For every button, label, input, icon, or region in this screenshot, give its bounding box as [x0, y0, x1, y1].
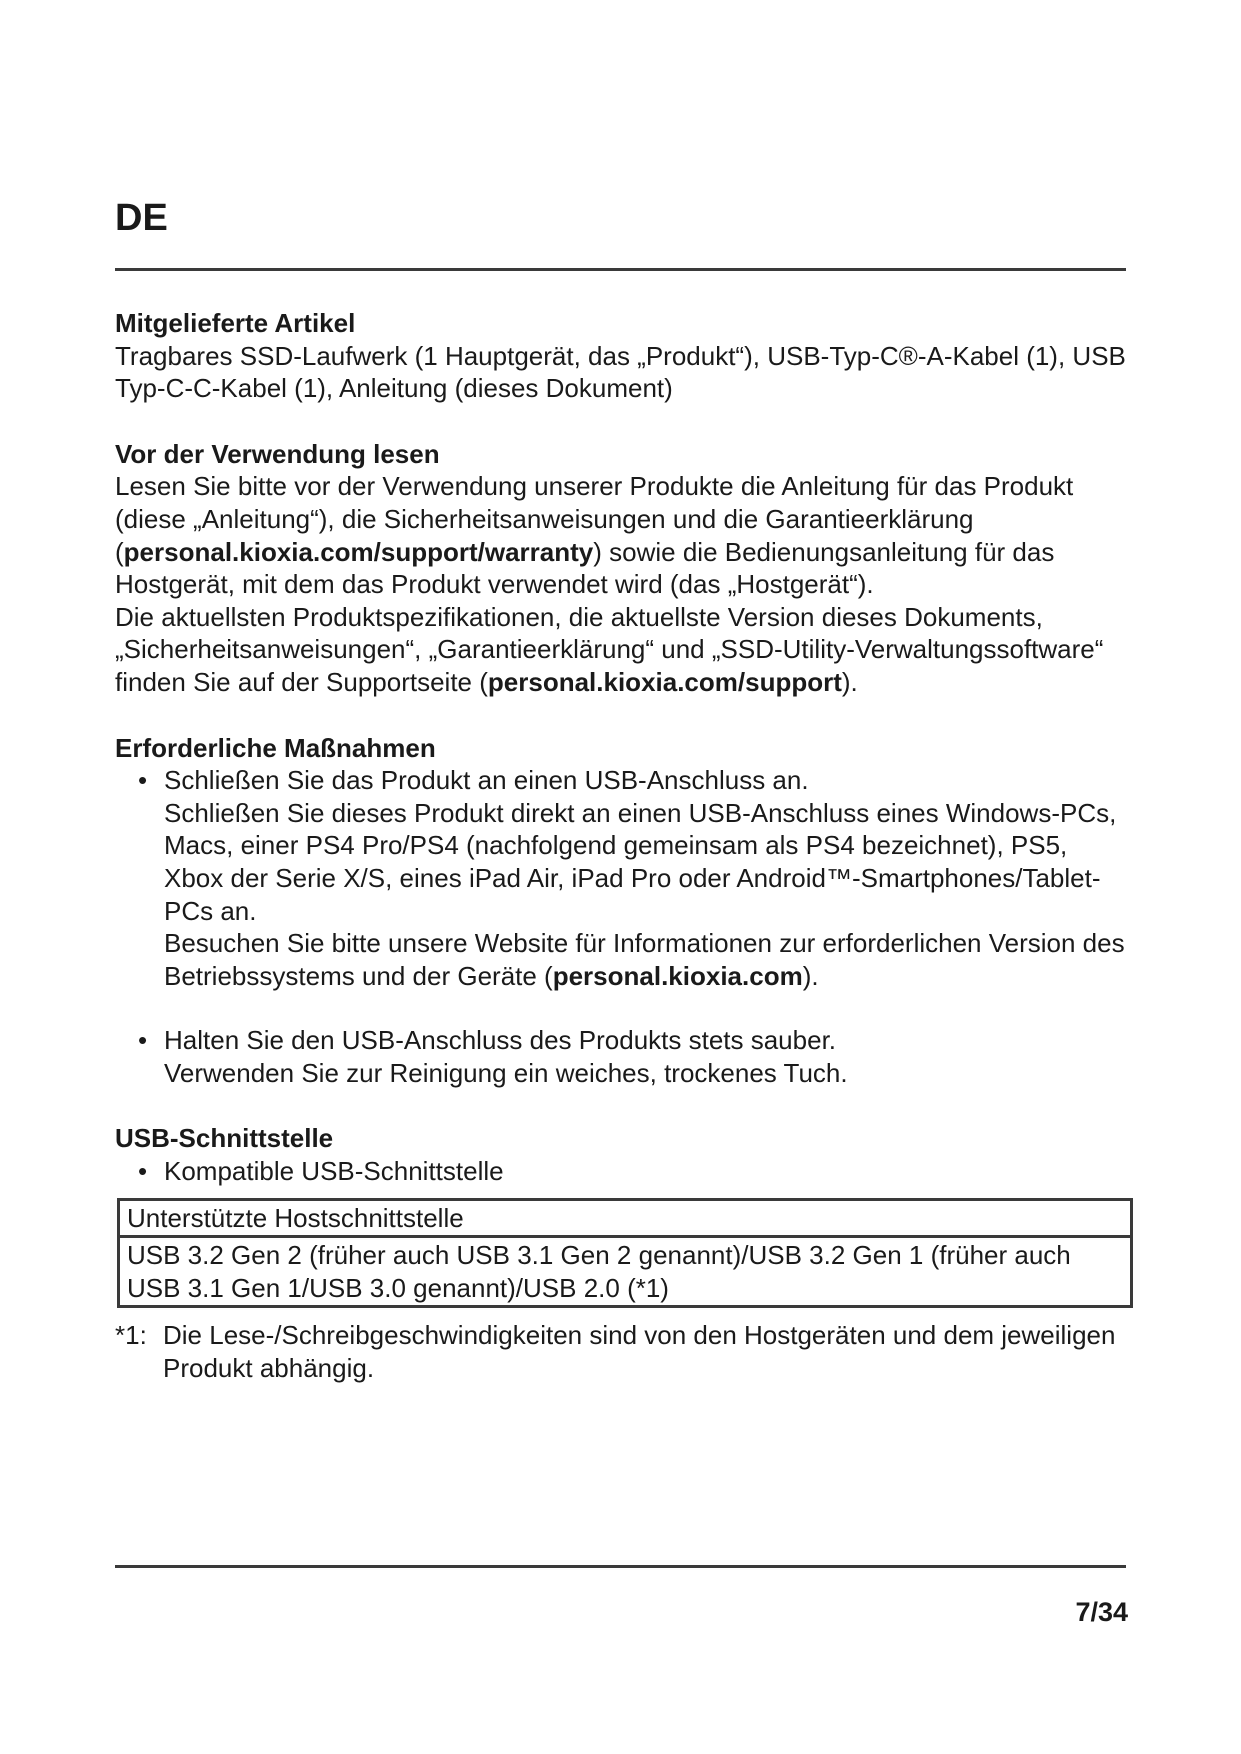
- bullet-text: Schließen Sie das Produkt an einen USB-Anschluss an.: [164, 765, 809, 796]
- bullet-list: [115, 1155, 1126, 1188]
- text-run: Die aktuellsten Produktspezifikationen, die aktuellste Version dieses Dokuments, „Sicherheitsanweisungen“, „Garantieerklärung“ und „SSD-Utility-Verwaltungssoftware“ finden Sie auf der Supportseite (: [115, 601, 1104, 697]
- bullet-text: Verwenden Sie zur Reinigung ein weiches, trockenes Tuch.: [164, 1057, 848, 1088]
- section-heading: Erforderliche Maßnahmen: [115, 732, 436, 763]
- section-heading: Vor der Verwendung lesen: [115, 438, 440, 469]
- section-heading: Mitgelieferte Artikel: [115, 308, 356, 338]
- section-text: [115, 601, 1126, 699]
- bottom-divider: [115, 1565, 1126, 1568]
- section-heading: USB-Schnittstelle: [115, 1123, 334, 1154]
- section-required-actions: [115, 732, 1126, 1090]
- bullet-list: [115, 764, 1126, 1089]
- section-text: Tragbares SSD-Laufwerk (1 Hauptgerät, das „Produkt“), USB-Typ-C®-A-Kabel (1), USB Typ-C-C-Kabel (1), Anleitung (dieses Dokument): [115, 340, 1126, 404]
- section-usb-interface: [115, 1122, 1126, 1384]
- list-item: [138, 1155, 1126, 1188]
- table-row: [119, 1237, 1132, 1307]
- list-item: [138, 1024, 1126, 1089]
- bullet-text: Schließen Sie dieses Produkt direkt an einen USB-Anschluss eines Windows-PCs, Macs, einer PS4 Pro/PS4 (nachfolgend gemeinsam als PS4 bezeichnet), PS5, Xbox der Serie X/S, eines iPad Air, iPad Pro oder Android™-Smartphones/Tablet-PCs an.: [164, 797, 1117, 926]
- list-item: [138, 764, 1126, 992]
- text-run: ).: [802, 960, 819, 991]
- bullet-text: [164, 927, 1126, 992]
- text-run: Lesen Sie bitte vor der Verwendung unserer Produkte die Anleitung für das Produkt (diese „Anleitung“), die Sicherheitsanweisungen und die Garantieerklärung (: [115, 471, 1074, 567]
- bullet-icon: •: [138, 1156, 148, 1187]
- table-header-cell: Unterstützte Hostschnittstelle: [119, 1199, 1132, 1237]
- website-link[interactable]: personal.kioxia.com: [552, 960, 803, 991]
- warranty-link[interactable]: personal.kioxia.com/support/warranty: [123, 536, 594, 567]
- text-run: ).: [841, 666, 858, 697]
- language-heading: DE: [115, 197, 168, 239]
- bullet-text: Halten Sie den USB-Anschluss des Produkts stets sauber.: [164, 1025, 837, 1056]
- footnote-mark: *1:: [115, 1320, 147, 1351]
- table-cell: USB 3.2 Gen 2 (früher auch USB 3.1 Gen 2 genannt)/USB 3.2 Gen 1 (früher auch USB 3.1 Gen 1/USB 3.0 genannt)/USB 2.0 (*1): [119, 1237, 1132, 1307]
- bullet-icon: •: [138, 1025, 148, 1056]
- bullet-icon: •: [138, 765, 148, 796]
- section-text: [115, 470, 1126, 600]
- section-read-before-use: [115, 438, 1126, 699]
- top-divider: [115, 268, 1126, 271]
- text-run: Besuchen Sie bitte unsere Website für Informationen zur erforderlichen Version des Betriebssystems und der Geräte (: [164, 928, 1125, 991]
- footnote-text: Die Lese-/Schreibgeschwindigkeiten sind von den Hostgeräten und dem jeweiligen Produkt abhängig.: [163, 1320, 1116, 1384]
- footnote: [115, 1319, 1126, 1384]
- page-number: 7/34: [1075, 1597, 1128, 1627]
- content-area: [115, 307, 1126, 1418]
- support-link[interactable]: personal.kioxia.com/support: [487, 666, 842, 697]
- table-row: [119, 1199, 1132, 1237]
- bullet-text: Kompatible USB-Schnittstelle: [164, 1156, 504, 1187]
- section-included-items: [115, 307, 1126, 405]
- text-run: ) sowie die Bedienungsanleitung für das Hostgerät, mit dem das Produkt verwendet wird (das „Hostgerät“).: [115, 536, 1055, 600]
- usb-interface-table: [117, 1198, 1133, 1309]
